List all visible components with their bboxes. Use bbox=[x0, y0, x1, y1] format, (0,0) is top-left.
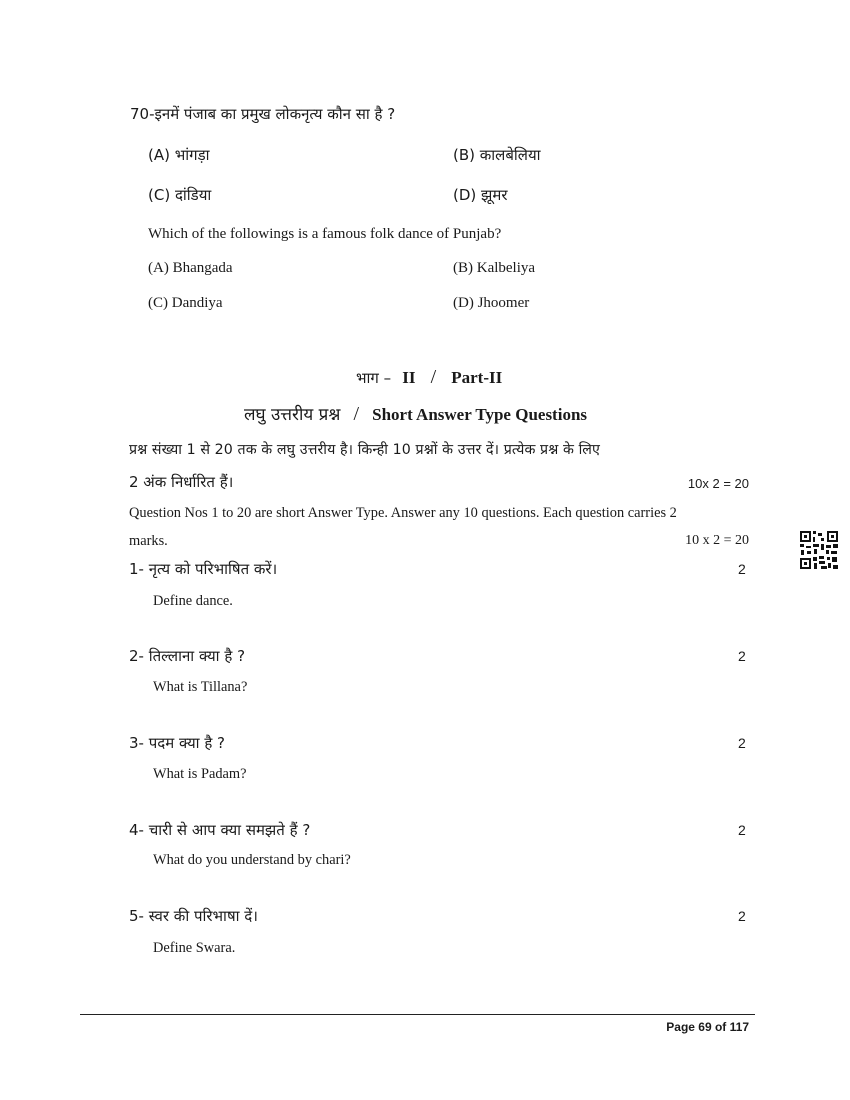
question-5-hi: 5- स्वर की परिभाषा दें। bbox=[129, 907, 258, 925]
question-3-en: What is Padam? bbox=[153, 766, 247, 782]
part-heading-hi: भाग – bbox=[356, 369, 392, 387]
part-subheading-en: Short Answer Type Questions bbox=[372, 405, 588, 424]
question-1-hi: 1- नृत्य को परिभाषित करें। bbox=[129, 560, 278, 578]
question-5-marks: 2 bbox=[738, 908, 746, 924]
instructions-en-line1: Question Nos 1 to 20 are short Answer Type. Answer any 10 questions. Each question carries 2 bbox=[129, 505, 677, 521]
question-5-en: Define Swara. bbox=[153, 940, 236, 956]
q70-option-d-en: (D) Jhoomer bbox=[453, 295, 530, 311]
q70-question-hi: 70-इनमें पंजाब का प्रमुख लोकनृत्य कौन सा है ? bbox=[130, 105, 396, 123]
qr-code-icon bbox=[799, 530, 839, 570]
part-subheading bbox=[244, 402, 587, 426]
q70-option-b-en: (B) Kalbeliya bbox=[453, 260, 536, 276]
q70-option-c-en: (C) Dandiya bbox=[148, 295, 223, 311]
part-heading bbox=[356, 366, 502, 389]
question-1-marks: 2 bbox=[738, 561, 746, 577]
question-4-en: What do you understand by chari? bbox=[153, 852, 351, 868]
instructions-en-line2: marks. bbox=[129, 533, 168, 549]
part-heading-slash: / bbox=[430, 366, 437, 388]
instructions-hi-line1: प्रश्न संख्या 1 से 20 तक के लघु उत्तरीय है। किन्ही 10 प्रश्नों के उत्तर दें। प्रत्येक प्रश्न के लिए bbox=[129, 442, 600, 458]
q70-option-b-hi: (B) कालबेलिया bbox=[453, 146, 541, 164]
question-3-hi: 3- पदम क्या है ? bbox=[129, 734, 226, 752]
instructions-hi-line2: 2 अंक निर्धारित हैं। bbox=[129, 473, 234, 491]
question-4-marks: 2 bbox=[738, 822, 746, 838]
part-heading-en: Part-II bbox=[451, 368, 503, 387]
question-2-marks: 2 bbox=[738, 648, 746, 664]
q70-question-en: Which of the followings is a famous folk dance of Punjab? bbox=[148, 226, 502, 242]
instructions-hi-marks: 10x 2 = 20 bbox=[687, 476, 749, 491]
part-heading-roman: II bbox=[402, 368, 416, 387]
q70-option-a-en: (A) Bhangada bbox=[148, 260, 233, 276]
page-number: Page 69 of 117 bbox=[666, 1020, 749, 1034]
question-1-en: Define dance. bbox=[153, 593, 233, 609]
footer-divider bbox=[80, 1014, 755, 1015]
question-2-en: What is Tillana? bbox=[153, 679, 248, 695]
part-subheading-hi: लघु उत्तरीय प्रश्न bbox=[244, 405, 341, 425]
part-subheading-slash: / bbox=[353, 403, 360, 425]
instructions-en-marks: 10 x 2 = 20 bbox=[685, 533, 749, 548]
q70-option-c-hi: (C) दांडिया bbox=[148, 186, 212, 204]
question-2-hi: 2- तिल्लाना क्या है ? bbox=[129, 647, 246, 665]
question-3-marks: 2 bbox=[738, 735, 746, 751]
q70-option-a-hi: (A) भांगड़ा bbox=[148, 146, 210, 164]
q70-option-d-hi: (D) झूमर bbox=[453, 186, 508, 204]
question-4-hi: 4- चारी से आप क्या समझते हैं ? bbox=[129, 821, 311, 839]
